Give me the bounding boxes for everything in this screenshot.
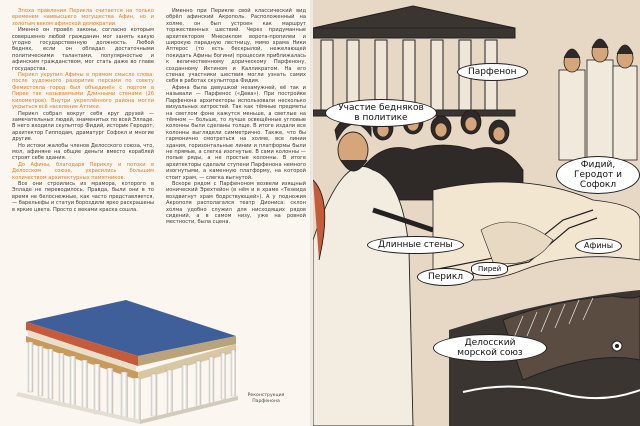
long-walls-map (433, 182, 640, 280)
paragraph: Но истоки жалобы членов Делосского союза, что, мол, афиняне на общие деньги вместо кораблей строят себе здания. (12, 142, 154, 162)
label-pericles: Перикл (417, 268, 474, 286)
paragraph: Перикл укрупил Афины в прямом смысле слова: после художного разоритие персами по совету Фемистокла город был объединён с портом в Пирее так называемыми Длинными стенами (26 километров). Внутри укреплённого района могли укрыться всё население Аттики. (12, 72, 154, 111)
paragraph: Все они строились из мрамора, которого в Элладе не переводилось. Правда, были они в то время не белоснежные, как часто представляется, — барельефы и статуи бороздили ярко раскрашены в яркие цвета. Просто с веками краска сошла. (12, 180, 154, 213)
text-column-2 (166, 8, 306, 226)
parthenon-reconstruction-illustration (8, 296, 238, 424)
label-athens: Афины (575, 238, 622, 254)
label-piraeus: Пирей (471, 262, 508, 276)
friends-figures (559, 39, 637, 160)
paragraph: Именно он провёл законы, согласно которым совершенно любой гражданин мог занять какую угодно государственную должность. Любой беднях, если он обладал достаточными политическими талантами, популярностью и афинским гражданством, мог стать даже во главе государства. (12, 27, 154, 72)
text-column-1 (12, 8, 154, 213)
label-poor-participation: Участие бедняков в политике (325, 99, 437, 127)
illustration-caption: Реконструкция Парфенона (247, 393, 285, 404)
paragraph: Вскоре рядом с Парфеноном возвели изящный ионический Эрехтейон (в нём и в храме «Тезеида воздвигнут храм бодрствующей»). А у подножия Акрополя располагался театр Диониса: склон холма удобно служил для нисходящих рядов сидений, а в самом низу, уже на ровной местности, была сцена. (166, 180, 306, 226)
paragraph: Перикл собрал вокруг себя круг друзей — замечательных людей, знаменитых по всей Элладе. В него входили скульптор Фидий, историк Геродот, архитектор Гипподам, драматург Софокл и многие другие. (12, 110, 154, 143)
right-page (313, 0, 640, 426)
paragraph: Эпоха правления Перикла считается на только временем наивысшего могущества Афин, но и золотым веком афинской демократии. (12, 8, 154, 27)
paragraph: Именно при Перикле свой классический вид обрёл афинский Акрополь. Расположенный на холме, он был устроен как маршрут торжественных шествий. Через придуманные архитектором Мнесиклом ворота-пропилеи и широкую парадную лестницу, мимо храма Ники Аптерос (то есть бескрылой, нежелающей покидать Афины богини) процессия приближалась к величественному дорическому Парфенону, созданному Иктином и Калликратом. На его стенах участники шествия могли узнать самих себя в работах скульптора Фидия. (166, 8, 306, 85)
paragraph: Афина была девушкой незамужней, её так и называли — Парфенос («Дева»). При постройке Парфенона архитекторы использовали несколько визуальных хитростей. Так как тёмные предметы на светлом фоне кажутся меньше, а светлые на тёмном — больше, то лучше освещённые угловые колонны были сделаны толще. В итоге издали все колонны выглядели симметрично. Также, что бы гармонично смотреться на холме, все линии здания, горизонтальные линии и платформы были не прямые, а слегка изогнутые. В сами колонны — полые ряды, а не простые колонны. В итоге архитекторы сделали ступени Парфенона немного изогнутыми, а каменную платформу, на которой стоит храм, — слегка выгнутой. (166, 84, 306, 181)
label-delian-league: Делосский морской союз (433, 334, 547, 362)
label-parthenon: Парфенон (457, 63, 528, 81)
paragraph: До Афины, благодаря Периклу и потоки в Делосском союзе, украсились большим количеством архитектурных памятников. (12, 161, 154, 181)
parthenon-drawing (313, 6, 515, 116)
left-page (0, 0, 313, 426)
label-long-walls: Длинные стены (367, 236, 464, 254)
label-friends: Фидий, Геродот и Софокл (556, 156, 640, 194)
